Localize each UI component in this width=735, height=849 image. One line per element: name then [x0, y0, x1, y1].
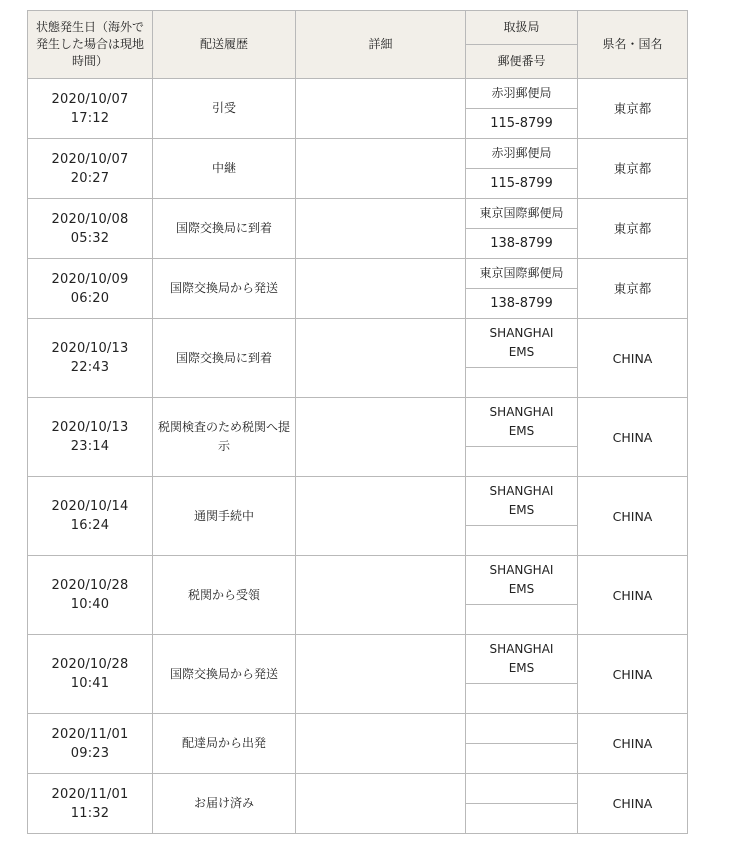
time-text: 20:27 — [70, 170, 110, 186]
table-row — [28, 714, 688, 744]
header-detail: 詳細 — [296, 11, 466, 79]
cell-office — [466, 774, 578, 804]
cell-detail — [296, 139, 466, 199]
cell-status: お届け済み — [153, 774, 296, 834]
cell-date — [28, 556, 153, 635]
cell-postal — [466, 526, 578, 556]
cell-region: 東京都 — [578, 139, 688, 199]
cell-postal: 115-8799 — [466, 109, 578, 139]
cell-date — [28, 774, 153, 834]
header-region: 県名・国名 — [578, 11, 688, 79]
cell-office: 東京国際郵便局 — [466, 199, 578, 229]
tracking-history-table — [27, 10, 688, 834]
cell-postal — [466, 804, 578, 834]
cell-detail — [296, 199, 466, 259]
date-text: 2020/11/01 — [51, 786, 129, 802]
cell-postal: 115-8799 — [466, 169, 578, 199]
header-status: 配送履歴 — [153, 11, 296, 79]
cell-date — [28, 635, 153, 714]
cell-postal — [466, 368, 578, 398]
cell-office — [466, 714, 578, 744]
cell-detail — [296, 556, 466, 635]
cell-office: 東京国際郵便局 — [466, 259, 578, 289]
cell-detail — [296, 714, 466, 774]
cell-date — [28, 319, 153, 398]
cell-detail — [296, 79, 466, 139]
cell-region: CHINA — [578, 319, 688, 398]
table-body — [28, 79, 688, 834]
date-text: 2020/11/01 — [51, 726, 129, 742]
header-date: 状態発生日（海外で発生した場合は現地時間） — [28, 11, 153, 79]
cell-date — [28, 714, 153, 774]
cell-status: 税関から受領 — [153, 556, 296, 635]
cell-region: 東京都 — [578, 79, 688, 139]
cell-office: SHANGHAI EMS — [466, 398, 578, 447]
date-text: 2020/10/28 — [51, 657, 129, 672]
table-row — [28, 139, 688, 169]
date-text: 2020/10/14 — [51, 499, 129, 514]
date-text: 2020/10/09 — [51, 271, 129, 287]
cell-postal: 138-8799 — [466, 229, 578, 259]
time-text: 10:40 — [70, 597, 110, 612]
table-row — [28, 259, 688, 289]
cell-region: CHINA — [578, 556, 688, 635]
cell-postal — [466, 605, 578, 635]
table-row — [28, 477, 688, 526]
time-text: 23:14 — [70, 439, 110, 454]
cell-date — [28, 259, 153, 319]
cell-status: 引受 — [153, 79, 296, 139]
cell-date — [28, 139, 153, 199]
cell-detail — [296, 477, 466, 556]
time-text: 06:20 — [70, 290, 110, 306]
cell-office: 赤羽郵便局 — [466, 139, 578, 169]
cell-detail — [296, 319, 466, 398]
table-row — [28, 319, 688, 368]
cell-office: 赤羽郵便局 — [466, 79, 578, 109]
cell-office: SHANGHAI EMS — [466, 556, 578, 605]
cell-office: SHANGHAI EMS — [466, 477, 578, 526]
table-row — [28, 635, 688, 684]
cell-postal: 138-8799 — [466, 289, 578, 319]
table-row — [28, 199, 688, 229]
table-header — [28, 11, 688, 79]
cell-date — [28, 79, 153, 139]
header-office: 取扱局 — [466, 11, 578, 45]
table-row — [28, 398, 688, 447]
cell-date — [28, 398, 153, 477]
date-text: 2020/10/07 — [51, 91, 129, 107]
cell-region: 東京都 — [578, 259, 688, 319]
cell-date — [28, 477, 153, 556]
cell-detail — [296, 774, 466, 834]
time-text: 10:41 — [70, 676, 110, 691]
cell-date — [28, 199, 153, 259]
cell-office: SHANGHAI EMS — [466, 319, 578, 368]
cell-status: 配達局から出発 — [153, 714, 296, 774]
cell-detail — [296, 635, 466, 714]
table-row — [28, 774, 688, 804]
cell-status: 税関検査のため税関へ提示 — [153, 398, 296, 477]
cell-office: SHANGHAI EMS — [466, 635, 578, 684]
time-text: 22:43 — [70, 360, 110, 375]
date-text: 2020/10/08 — [51, 211, 129, 227]
cell-region: CHINA — [578, 635, 688, 714]
time-text: 05:32 — [70, 230, 110, 246]
cell-status: 国際交換局に到着 — [153, 319, 296, 398]
cell-region: CHINA — [578, 477, 688, 556]
cell-status: 国際交換局に到着 — [153, 199, 296, 259]
cell-postal — [466, 447, 578, 477]
cell-postal — [466, 744, 578, 774]
cell-region: 東京都 — [578, 199, 688, 259]
table-row — [28, 79, 688, 109]
cell-detail — [296, 398, 466, 477]
time-text: 16:24 — [70, 518, 110, 533]
time-text: 09:23 — [70, 745, 110, 761]
date-text: 2020/10/13 — [51, 420, 129, 435]
cell-status: 国際交換局から発送 — [153, 635, 296, 714]
time-text: 11:32 — [70, 805, 110, 821]
date-text: 2020/10/07 — [51, 151, 129, 167]
header-postal: 郵便番号 — [466, 45, 578, 79]
date-text: 2020/10/28 — [51, 578, 129, 593]
cell-region: CHINA — [578, 714, 688, 774]
cell-status: 通関手続中 — [153, 477, 296, 556]
date-text: 2020/10/13 — [51, 341, 129, 356]
cell-detail — [296, 259, 466, 319]
cell-region: CHINA — [578, 398, 688, 477]
cell-region: CHINA — [578, 774, 688, 834]
cell-postal — [466, 684, 578, 714]
cell-status: 中継 — [153, 139, 296, 199]
table-row — [28, 556, 688, 605]
cell-status: 国際交換局から発送 — [153, 259, 296, 319]
time-text: 17:12 — [70, 110, 110, 126]
